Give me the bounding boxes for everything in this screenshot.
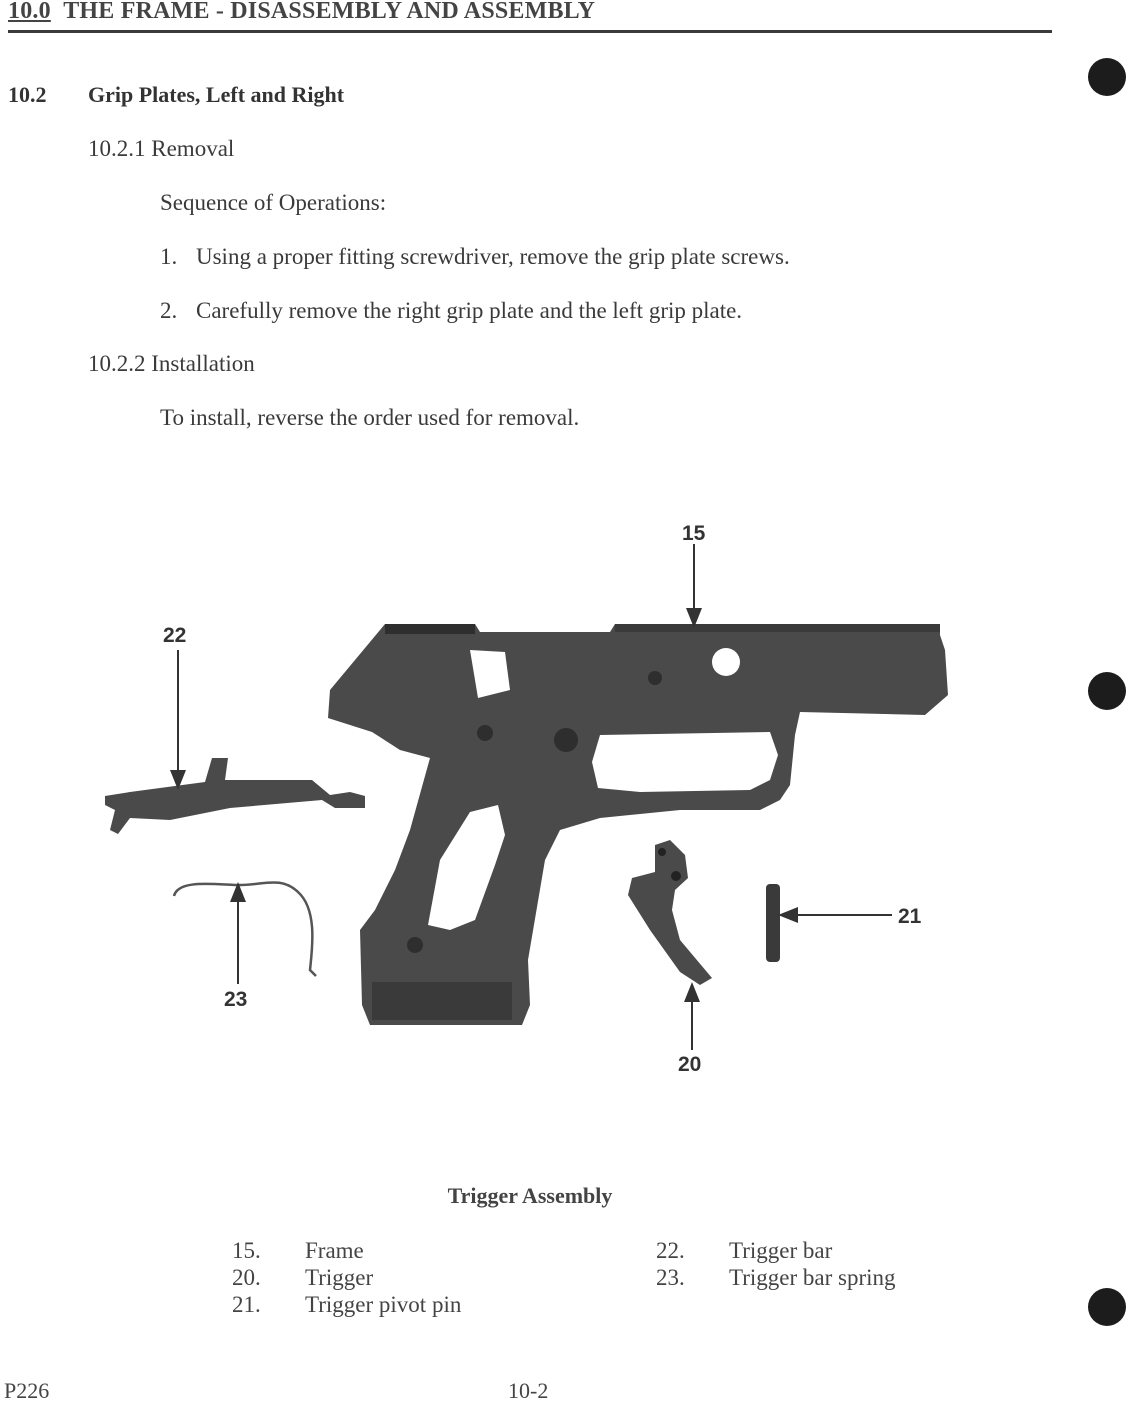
header-rule xyxy=(8,30,1052,33)
part-number: 20. xyxy=(232,1265,261,1290)
trigger-bar-spring-part xyxy=(174,882,316,976)
binder-hole-icon xyxy=(1088,58,1126,96)
installation-text: To install, reverse the order used for removal. xyxy=(160,405,580,430)
footer-page-number: 10-2 xyxy=(508,1378,549,1403)
callout-label-trigger-bar: 22 xyxy=(163,624,187,647)
installation-heading: 10.2.2 Installation xyxy=(88,351,255,376)
trigger-pivot-pin-part xyxy=(766,884,780,962)
section-title: Grip Plates, Left and Right xyxy=(88,82,345,107)
callout-label-frame: 15 xyxy=(682,522,706,545)
step-text: Carefully remove the right grip plate and the left grip plate. xyxy=(196,298,743,323)
sequence-label: Sequence of Operations: xyxy=(160,190,387,215)
header-section-number: 10.0 xyxy=(8,0,51,24)
callout-label-trigger: 20 xyxy=(678,1053,702,1076)
part-name: Trigger xyxy=(305,1265,374,1290)
part-number: 21. xyxy=(232,1292,261,1317)
callout-label-trigger-pivot-pin: 21 xyxy=(898,905,922,928)
footer-model: P226 xyxy=(4,1378,50,1403)
trigger-part xyxy=(628,840,712,985)
binder-hole-icon xyxy=(1088,672,1126,710)
part-number: 22. xyxy=(656,1238,685,1263)
trigger-bar-part xyxy=(105,758,365,834)
binder-hole-icon xyxy=(1088,1288,1126,1326)
trigger-assembly-figure xyxy=(0,500,1060,1100)
header-section-title: THE FRAME - DISASSEMBLY AND ASSEMBLY xyxy=(63,0,596,24)
step-text: Using a proper fitting screwdriver, remove the grip plate screws. xyxy=(196,244,790,269)
part-name: Trigger bar spring xyxy=(729,1265,896,1290)
part-number: 15. xyxy=(232,1238,261,1263)
part-name: Trigger bar xyxy=(729,1238,833,1263)
step-number: 2. xyxy=(160,298,178,323)
section-number: 10.2 xyxy=(8,82,47,107)
frame-part xyxy=(328,624,948,1025)
figure-caption: Trigger Assembly xyxy=(447,1183,613,1208)
part-name: Frame xyxy=(305,1238,364,1263)
callout-label-trigger-bar-spring: 23 xyxy=(224,988,248,1011)
removal-heading: 10.2.1 Removal xyxy=(88,136,235,161)
part-name: Trigger pivot pin xyxy=(305,1292,462,1317)
step-number: 1. xyxy=(160,244,178,269)
part-number: 23. xyxy=(656,1265,685,1290)
header-title xyxy=(8,0,595,25)
